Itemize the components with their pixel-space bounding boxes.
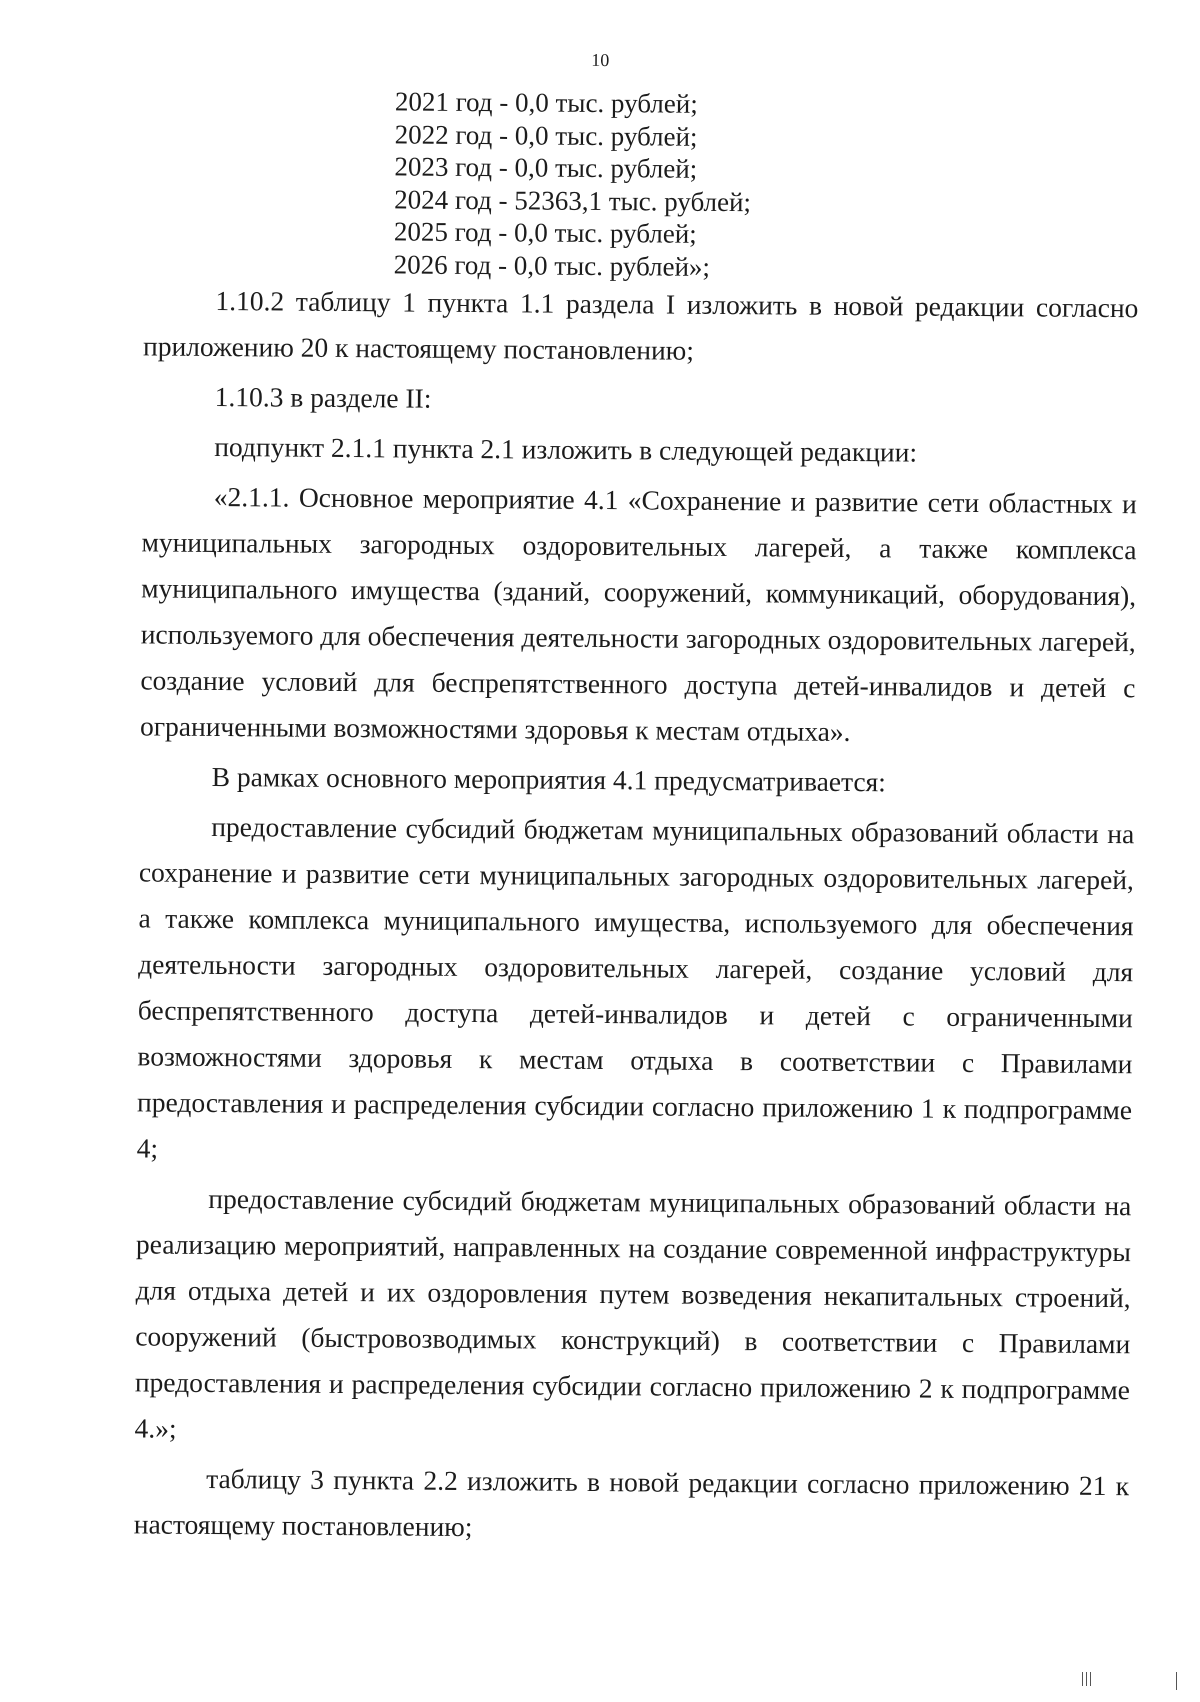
funding-line-2025: 2025 год - 0,0 тыс. рублей; <box>393 216 697 249</box>
paragraph-table-3: таблицу 3 пункта 2.2 изложить в новой редакции согласно приложению 21 к настоящему постановлению; <box>133 1462 1130 1543</box>
funding-line-2022: 2022 год - 0,0 тыс. рублей; <box>394 118 698 152</box>
paragraph-activity-scope: В рамках основного мероприятия 4.1 предусматривается: <box>211 760 887 798</box>
page-number: 10 <box>591 49 610 71</box>
paragraph-1-10-3: 1.10.3 в разделе II: <box>214 380 432 414</box>
funding-line-2021: 2021 год - 0,0 тыс. рублей; <box>394 86 698 119</box>
paragraph-subsidy-camps: предоставление субсидий бюджетам муниципальных образований области на сохранение и развитие сети муниципальных загородных оздоровительных лагерей, а также комплекса муниципального имущества, используемого для обеспечения деятельности загородных оздоровительных лагерей, создание условий для беспрепятственного доступа детей-инвалидов и детей с ограниченными возможностями здоровья к местам отдыха в соответствии с Правилами предоставления и распределения субсидии согласно приложению 1 к подпрограмме 4; <box>136 810 1135 1164</box>
funding-by-year-list <box>394 85 896 284</box>
funding-line-2026: 2026 год - 0,0 тыс. рублей»; <box>393 248 711 282</box>
scan-edge-marks <box>1082 1672 1192 1692</box>
paragraph-main-activity-4-1: «2.1.1. Основное мероприятие 4.1 «Сохранение и развитие сети областных и муниципальных загородных оздоровительных лагерей, а также комплекса муниципального имущества (зданий, сооружений, коммуникаций, оборудования), используемого для обеспечения деятельности загородных оздоровительных лагерей, создание условий для беспрепятственного доступа детей-инвалидов и детей с ограниченными возможностями здоровья к местам отдыха». <box>139 480 1137 747</box>
paragraph-subsidy-infrastructure: предоставление субсидий бюджетам муниципальных образований области на реализацию мероприятий, направленных на создание современной инфраструктуры для отдыха детей и их оздоровления путем возведения некапитальных строений, сооружений (быстровозводимых конструкций) в соответствии с Правилами предоставления и распределения субсидии согласно приложению 2 к подпрограмме 4.»; <box>134 1182 1132 1444</box>
paragraph-1-10-2: 1.10.2 таблицу 1 пункта 1.1 раздела I изложить в новой редакции согласно приложению 20 к настоящему постановлению; <box>142 284 1139 366</box>
funding-line-2023: 2023 год - 0,0 тыс. рублей; <box>394 151 698 184</box>
paragraph-subclause-intro: подпункт 2.1.1 пункта 2.1 изложить в следующей редакции: <box>214 430 918 468</box>
funding-line-2024: 2024 год - 52363,1 тыс. рублей; <box>394 183 752 217</box>
document-body <box>134 277 1139 1555</box>
